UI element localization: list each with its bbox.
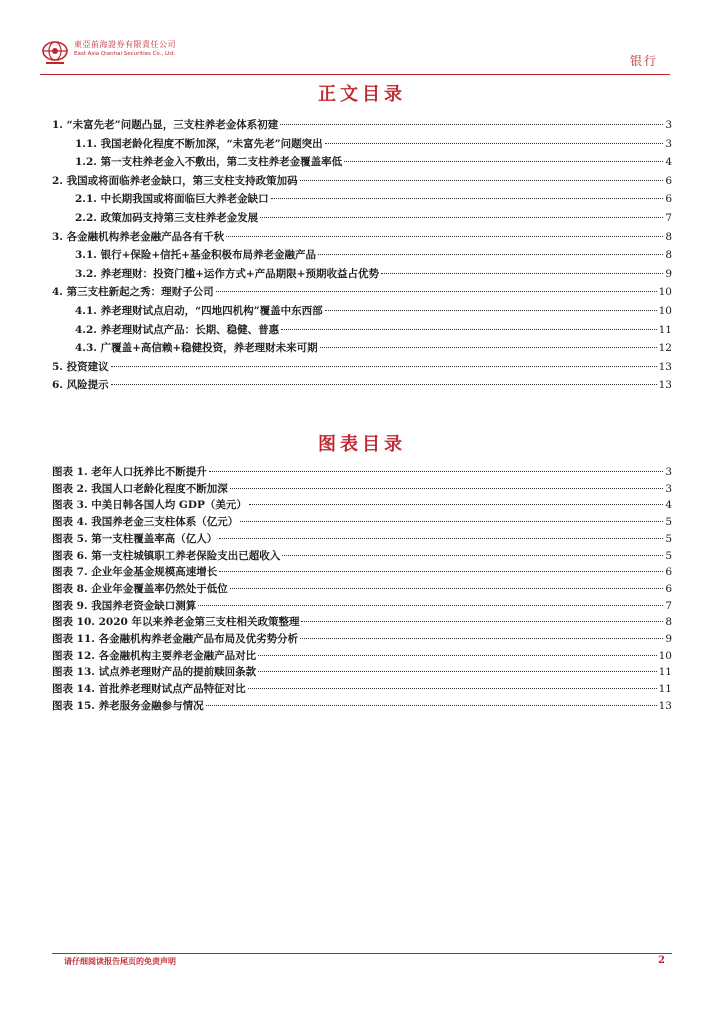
entry-label: 图表 3. 中美日韩各国人均 GDP（美元） — [52, 499, 247, 512]
toc-entry[interactable] — [75, 191, 672, 210]
dot-leader — [219, 571, 663, 572]
entry-page-number: 12 — [658, 342, 672, 355]
entry-label: 2.2. 政策加码支持第三支柱养老金发展 — [75, 212, 259, 224]
entry-page-number: 5 — [665, 549, 672, 562]
dot-leader — [344, 161, 663, 162]
entry-label: 图表 13. 试点养老理财产品的提前赎回条款 — [52, 666, 257, 679]
entry-page-number: 13 — [658, 379, 672, 392]
entry-page-number: 5 — [665, 532, 672, 545]
entry-label: 图表 15. 养老服务金融参与情况 — [52, 699, 204, 712]
main-toc-title: 正文目录 — [318, 84, 406, 105]
entry-page-number: 8 — [665, 230, 672, 243]
entry-label: 图表 8. 企业年金覆盖率仍然处于低位 — [52, 582, 228, 595]
entry-page-number: 8 — [665, 616, 672, 629]
dot-leader — [219, 538, 663, 539]
dot-leader — [325, 310, 657, 311]
company-logo-icon — [40, 38, 70, 66]
entry-label: 3.1. 银行+保险+信托+基金积极布局养老金融产品 — [75, 249, 316, 262]
dot-leader — [282, 555, 663, 556]
entry-page-number: 11 — [658, 666, 672, 679]
entry-label: 6. 风险提示 — [52, 379, 109, 392]
entry-page-number: 6 — [665, 174, 672, 187]
company-name-en: East Asia Qianhai Securities Co., Ltd. — [74, 51, 176, 57]
entry-page-number: 3 — [665, 119, 672, 131]
dot-leader — [249, 504, 663, 505]
header-divider — [40, 74, 670, 75]
entry-label: 图表 1. 老年人口抚养比不断提升 — [52, 466, 207, 478]
dot-leader — [300, 638, 663, 639]
toc-entry[interactable] — [52, 377, 672, 396]
dot-leader — [226, 236, 663, 237]
dot-leader — [281, 329, 657, 330]
dot-leader — [258, 655, 657, 656]
entry-page-number: 8 — [665, 249, 672, 262]
dot-leader — [240, 521, 663, 522]
dot-leader — [301, 621, 663, 622]
entry-page-number: 10 — [658, 286, 672, 299]
entry-label: 图表 5. 第一支柱覆盖率高（亿人） — [52, 532, 218, 545]
dot-leader — [300, 180, 664, 181]
entry-label: 图表 6. 第一支柱城镇职工养老保险支出已超收入 — [52, 549, 281, 562]
entry-label: 4.1. 养老理财试点启动，“四地四机构”覆盖中东西部 — [75, 305, 323, 317]
dot-leader — [258, 671, 657, 672]
dot-leader — [198, 605, 663, 606]
dot-leader — [271, 198, 664, 199]
entry-page-number: 11 — [658, 683, 672, 696]
page-number: 2 — [658, 955, 665, 966]
toc-entry[interactable] — [75, 340, 672, 359]
entry-label: 图表 14. 首批养老理财试点产品特征对比 — [52, 683, 246, 696]
entry-label: 4.2. 养老理财试点产品：长期、稳健、普惠 — [75, 323, 280, 336]
toc-entry[interactable] — [75, 136, 672, 155]
entry-page-number: 11 — [658, 323, 672, 336]
dot-leader — [206, 705, 657, 706]
entry-label: 5. 投资建议 — [52, 360, 109, 373]
toc-entry[interactable] — [52, 173, 672, 192]
dot-leader — [320, 347, 657, 348]
entry-page-number: 10 — [658, 649, 672, 662]
toc-entry[interactable] — [75, 322, 672, 341]
entry-page-number: 7 — [665, 599, 672, 612]
toc-entry[interactable] — [52, 229, 672, 248]
entry-page-number: 6 — [665, 566, 672, 579]
entry-page-number: 4 — [665, 156, 672, 169]
entry-label: 1.1. 我国老龄化程度不断加深，“未富先老”问题突出 — [75, 137, 323, 150]
entry-label: 图表 2. 我国人口老龄化程度不断加深 — [52, 482, 228, 495]
dot-leader — [260, 217, 663, 218]
entry-label: 图表 12. 各金融机构主要养老金融产品对比 — [52, 649, 257, 662]
dot-leader — [325, 143, 664, 144]
entry-page-number: 13 — [658, 699, 672, 712]
entry-label: 3.2. 养老理财：投资门槛+运作方式+产品期限+预期收益占优势 — [75, 267, 379, 280]
entry-page-number: 5 — [665, 516, 672, 529]
entry-page-number: 4 — [665, 499, 672, 512]
dot-leader — [230, 588, 664, 589]
entry-page-number: 3 — [665, 137, 672, 150]
entry-label: 1.2. 第一支柱养老金入不敷出，第二支柱养老金覆盖率低 — [75, 156, 343, 169]
entry-page-number: 9 — [665, 267, 672, 280]
entry-label: 图表 4. 我国养老金三支柱体系（亿元） — [52, 516, 239, 529]
entry-label: 4. 第三支柱新起之秀：理财子公司 — [52, 286, 214, 299]
entry-label: 图表 9. 我国养老资金缺口测算 — [52, 599, 197, 612]
figure-entry[interactable] — [52, 698, 672, 717]
entry-label: 1. “未富先老”问题凸显，三支柱养老金体系初建 — [52, 119, 279, 131]
toc-entry[interactable] — [52, 284, 672, 303]
page-header — [0, 0, 724, 76]
dot-leader — [209, 471, 664, 472]
entry-page-number: 6 — [665, 582, 672, 595]
figure-toc-title: 图表目录 — [318, 434, 406, 455]
entry-label: 图表 7. 企业年金基金规模高速增长 — [52, 566, 218, 579]
entry-page-number: 9 — [665, 633, 672, 645]
dot-leader — [248, 688, 657, 689]
entry-page-number: 6 — [665, 193, 672, 206]
dot-leader — [280, 124, 663, 125]
dot-leader — [111, 366, 657, 367]
toc-entry[interactable] — [75, 247, 672, 266]
dot-leader — [216, 291, 657, 292]
toc-entry[interactable] — [75, 210, 672, 229]
report-category: 银行 — [629, 54, 658, 68]
toc-entry[interactable] — [52, 359, 672, 378]
entry-page-number: 3 — [665, 482, 672, 495]
company-name-cn: 東亞前海證券有限責任公司 — [74, 40, 176, 49]
dot-leader — [318, 254, 663, 255]
footer-disclaimer: 请仔细阅读报告尾页的免责声明 — [64, 957, 176, 966]
entry-label: 2.1. 中长期我国或将面临巨大养老金缺口 — [75, 193, 269, 206]
toc-entry[interactable] — [52, 117, 672, 136]
company-name — [74, 40, 176, 58]
entry-page-number: 7 — [665, 212, 672, 224]
entry-page-number: 13 — [658, 360, 672, 373]
dot-leader — [381, 273, 663, 274]
entry-page-number: 3 — [665, 466, 672, 478]
footer-divider — [52, 953, 672, 954]
dot-leader — [230, 488, 664, 489]
entry-label: 3. 各金融机构养老金融产品各有千秋 — [52, 230, 225, 243]
entry-label: 4.3. 广覆盖+高信赖+稳健投资，养老理财未来可期 — [75, 342, 318, 355]
toc-entry[interactable] — [75, 266, 672, 285]
entry-page-number: 10 — [658, 305, 672, 317]
toc-entry[interactable] — [75, 303, 672, 322]
toc-entry[interactable] — [75, 154, 672, 173]
entry-label: 图表 11. 各金融机构养老金融产品布局及优劣势分析 — [52, 633, 299, 645]
entry-label: 图表 10. 2020 年以来养老金第三支柱相关政策整理 — [52, 616, 300, 629]
entry-label: 2. 我国或将面临养老金缺口，第三支柱支持政策加码 — [52, 174, 298, 187]
dot-leader — [111, 384, 657, 385]
